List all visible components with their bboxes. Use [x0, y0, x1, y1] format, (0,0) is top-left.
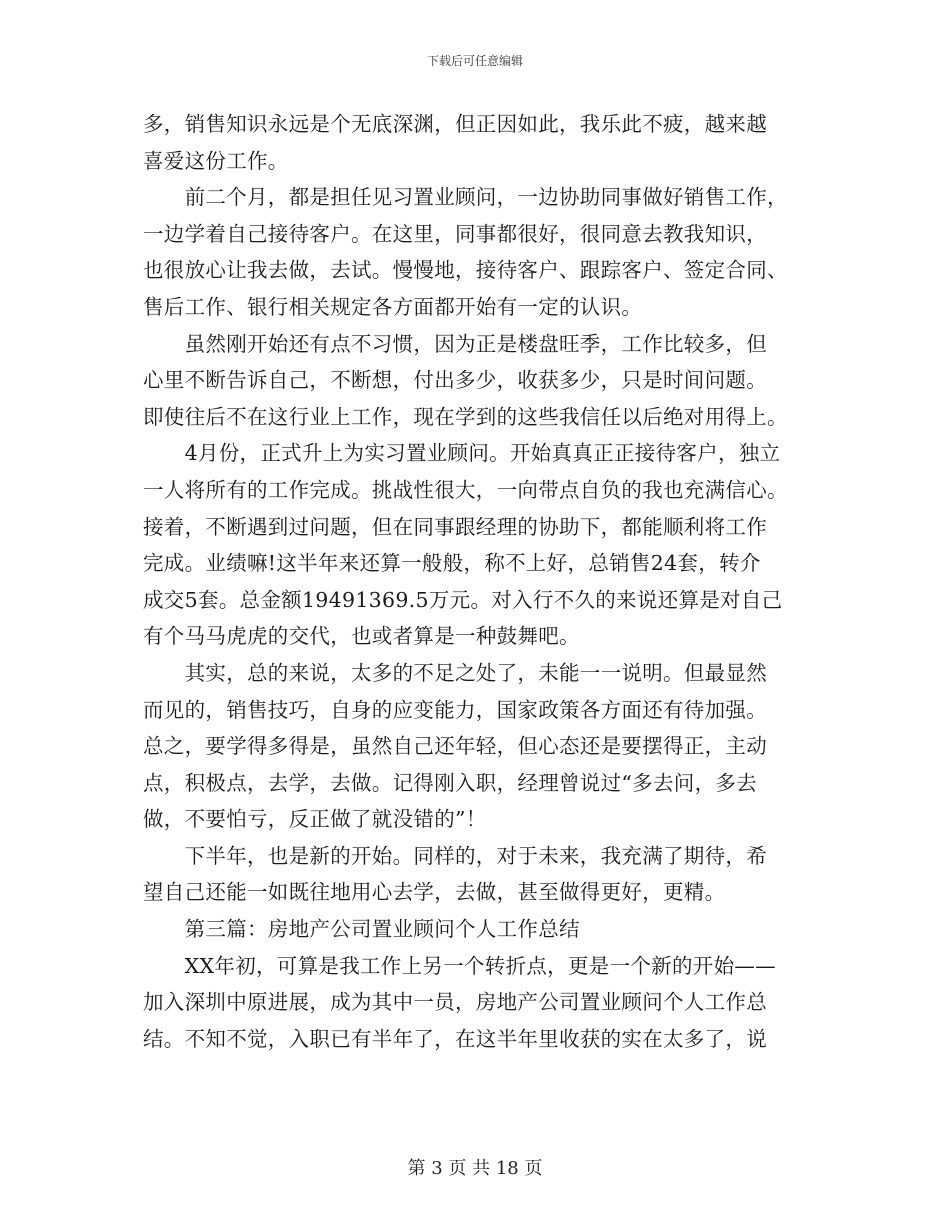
text-line: 售后工作、银行相关规定各方面都开始有一定的认识。: [143, 294, 643, 319]
text-line: 下半年，也是新的开始。同样的，对于未来，我充满了期待，希: [143, 843, 767, 868]
text-line: 加入深圳中原进展，成为其中一员，房地产公司置业顾问个人工作总: [143, 990, 767, 1015]
text-line: 多，销售知识永远是个无底深渊，但正因如此，我乐此不疲，越来越: [143, 112, 767, 136]
text-line: 接着，不断遇到过问题，但在同事跟经理的协助下，都能顺利将工作: [143, 514, 767, 539]
page-header: 下载后可任意编辑: [426, 54, 523, 68]
text-line: 虽然刚开始还有点不习惯，因为正是楼盘旺季，工作比较多，但: [143, 331, 767, 356]
text-line: 也很放心让我去做，去试。慢慢地，接待客户、跟踪客户、签定合同、: [143, 258, 788, 283]
text-line: 望自己还能一如既往地用心去学，去做，甚至做得更好，更精。: [143, 880, 726, 905]
page-number: 第 3 页 共 18 页: [407, 1158, 543, 1179]
text-line: 有个马马虎虎的交代，也或者算是一种鼓舞吧。: [143, 624, 580, 649]
text-line: 其实，总的来说，太多的不足之处了，未能一一说明。但最显然: [143, 660, 767, 685]
text-line: 做，不要怕亏，反正做了就没错的”！: [143, 807, 487, 832]
text-line: XX年初，可算是我工作上另一个转折点，更是一个新的开始——: [143, 953, 776, 978]
text-line: 完成。业绩嘛!这半年来还算一般般，称不上好，总销售24套，转介: [143, 551, 761, 576]
text-line: 即使往后不在这行业上工作，现在学到的这些我信任以后绝对用得上。: [143, 404, 788, 429]
text-line: 而见的，销售技巧，自身的应变能力，国家政策各方面还有待加强。: [143, 697, 767, 722]
text-line: 前二个月，都是担任见习置业顾问，一边协助同事做好销售工作，: [143, 185, 788, 210]
text-line: 喜爱这份工作。: [143, 148, 289, 173]
text-line: 结。不知不觉，入职已有半年了，在这半年里收获的实在太多了，说: [143, 1026, 767, 1051]
text-line: 点，积极点，去学，去做。记得刚入职，经理曾说过“多去问，多去: [143, 770, 757, 795]
text-line: 总之，要学得多得是，虽然自己还年轻，但心态还是要摆得正，主动: [143, 734, 767, 759]
text-line: 一边学着自己接待客户。在这里，同事都很好，很同意去教我知识，: [143, 221, 767, 246]
document-body: [143, 106, 813, 1057]
text-line: 4月份，正式升上为实习置业顾问。开始真真正正接待客户，独立: [143, 441, 781, 466]
text-line: 成交5套。总金额19491369.5万元。对入行不久的来说还算是对自己: [143, 587, 783, 612]
text-line: 心里不断告诉自己，不断想，付出多少，收获多少，只是时间问题。: [143, 368, 767, 393]
section-heading: 第三篇：房地产公司置业顾问个人工作总结: [143, 917, 580, 942]
text-line: 一人将所有的工作完成。挑战性很大，一向带点自负的我也充满信心。: [143, 477, 788, 502]
